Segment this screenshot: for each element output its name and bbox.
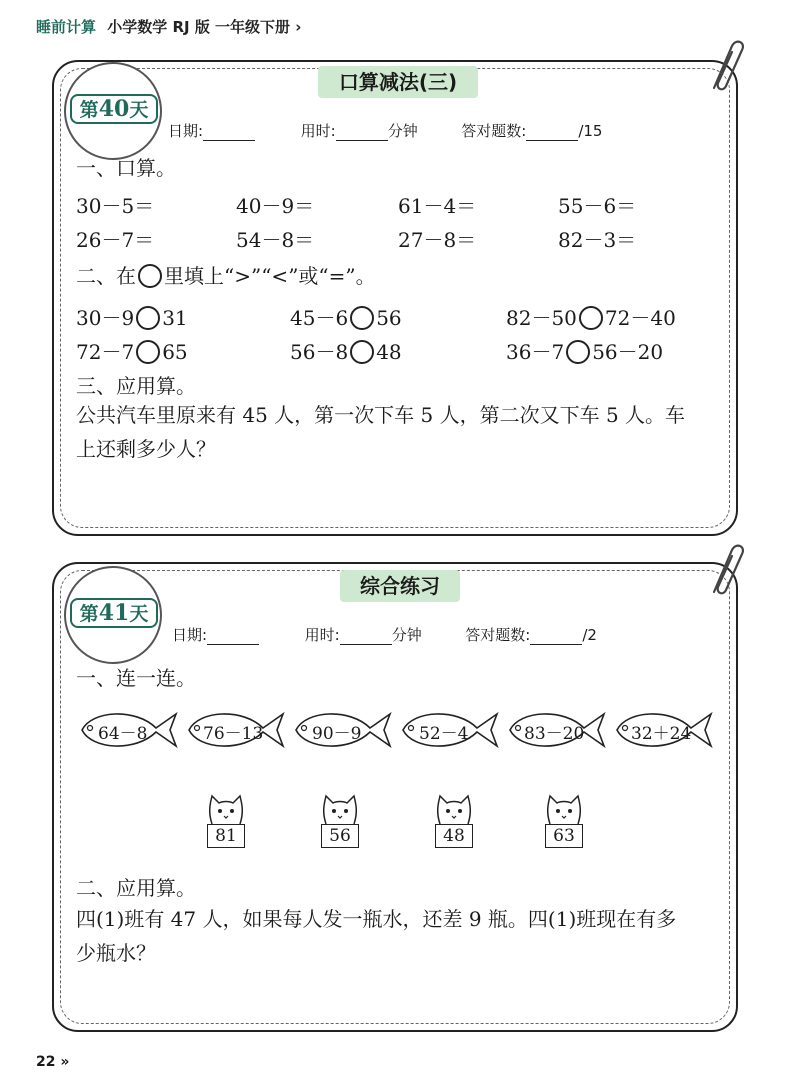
page-title: 口算减法(三) [318, 66, 478, 98]
compare-circle[interactable] [136, 340, 160, 364]
cat-icon [320, 794, 360, 826]
cat-icon [544, 794, 584, 826]
time-label: 用时: [304, 626, 340, 644]
section-heading: 一、连一连。 [76, 666, 196, 690]
problem: 26－7＝ [76, 228, 155, 252]
cat-number: 48 [435, 824, 473, 848]
score-label: 答对题数: [461, 122, 527, 140]
score-total: /2 [582, 626, 597, 644]
fish-expression: 64－8 [98, 724, 148, 744]
problem: 27－8＝ [398, 228, 477, 252]
meta-row [168, 120, 602, 141]
compare-circle[interactable] [566, 340, 590, 364]
fish-expression: 32＋24 [631, 724, 692, 744]
fish-expression: 90－9 [312, 724, 362, 744]
compare-item: 82－50 72－40 [506, 306, 676, 330]
section-heading: 二、应用算。 [76, 876, 196, 900]
paperclip-icon [700, 540, 746, 600]
problem: 61－4＝ [398, 194, 477, 218]
cat-number: 81 [207, 824, 245, 848]
compare-circle[interactable] [350, 340, 374, 364]
compare-circle[interactable] [350, 306, 374, 330]
compare-item: 56－8 48 [290, 340, 402, 364]
compare-item: 36－7 56－20 [506, 340, 664, 364]
fish-item[interactable] [78, 706, 182, 758]
fish-row [78, 706, 728, 756]
running-header [36, 16, 301, 37]
problem: 30－5＝ [76, 194, 155, 218]
date-blank[interactable] [207, 644, 259, 645]
section-heading: 一、口算。 [76, 156, 176, 180]
time-unit: 分钟 [391, 626, 422, 644]
compare-circle[interactable] [136, 306, 160, 330]
header-subtitle: 小学数学 RJ 版 一年级下册 › [107, 18, 302, 36]
time-blank[interactable] [340, 644, 392, 645]
fish-item[interactable] [399, 706, 503, 758]
compare-item: 72－7 65 [76, 340, 188, 364]
page-number: 22 » [36, 1054, 70, 1070]
problem: 82－3＝ [558, 228, 637, 252]
problem: 55－6＝ [558, 194, 637, 218]
compare-item: 30－9 31 [76, 306, 188, 330]
date-label: 日期: [168, 122, 204, 140]
header-title: 睡前计算 [36, 18, 97, 36]
time-label: 用时: [300, 122, 336, 140]
fish-expression: 76－13 [203, 724, 264, 744]
paperclip-icon [700, 36, 746, 96]
word-problem: 公共汽车里原来有 45 人，第一次下车 5 人，第二次又下车 5 人。车 上还剩多少人？ [76, 403, 686, 461]
score-label: 答对题数: [465, 626, 531, 644]
cat-number: 63 [545, 824, 583, 848]
meta-row [172, 624, 597, 645]
day-badge: 第40天 [70, 94, 158, 124]
date-label: 日期: [172, 626, 208, 644]
score-blank[interactable] [526, 140, 578, 141]
section-heading-compare: 二、在 里填上“>”“<”或“=”。 [76, 264, 376, 288]
cat-icon [434, 794, 474, 826]
word-problem: 四(1)班有 47 人，如果每人发一瓶水，还差 9 瓶。四(1)班现在有多 少瓶水？ [76, 907, 677, 965]
problem: 54－8＝ [236, 228, 315, 252]
score-blank[interactable] [530, 644, 582, 645]
cat-icon [206, 794, 246, 826]
time-unit: 分钟 [387, 122, 418, 140]
fish-item[interactable] [292, 706, 396, 758]
compare-circle[interactable] [579, 306, 603, 330]
page-title: 综合练习 [340, 570, 460, 602]
score-total: /15 [578, 122, 603, 140]
problem: 40－9＝ [236, 194, 315, 218]
fish-item[interactable] [506, 706, 610, 758]
section-heading: 三、应用算。 [76, 374, 196, 398]
cat-number: 56 [321, 824, 359, 848]
fish-item[interactable] [613, 706, 717, 758]
circle-icon [138, 264, 162, 288]
fish-expression: 52－4 [419, 724, 469, 744]
fish-expression: 83－20 [524, 724, 585, 744]
fish-item[interactable] [185, 706, 289, 758]
time-blank[interactable] [336, 140, 388, 141]
date-blank[interactable] [203, 140, 255, 141]
day-badge: 第41天 [70, 598, 158, 628]
compare-item: 45－6 56 [290, 306, 402, 330]
